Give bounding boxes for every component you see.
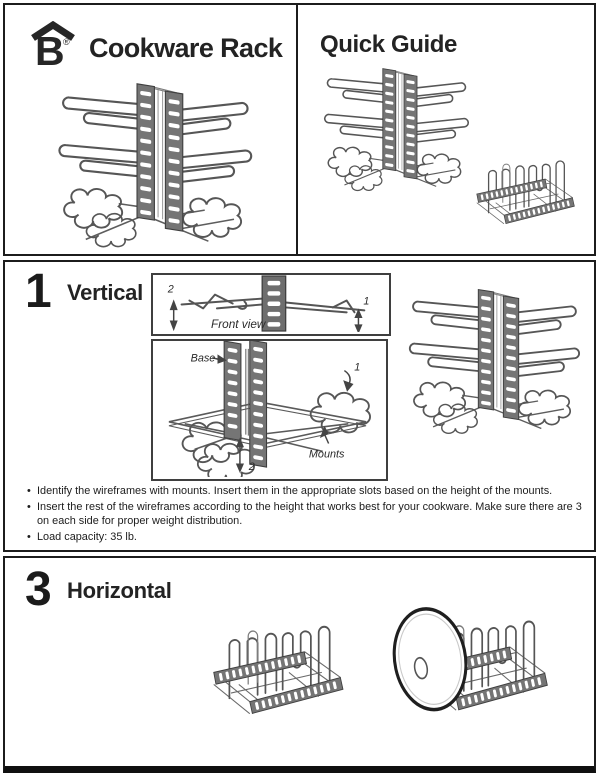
header-section	[3, 3, 596, 256]
step-title: Horizontal	[67, 578, 172, 603]
horizontal-rack-illustration	[173, 588, 361, 743]
brand-panel	[5, 5, 298, 254]
front-view-caption: Front view	[211, 318, 266, 332]
horizontal-section	[3, 556, 596, 773]
product-title: Cookware Rack	[89, 33, 283, 63]
base-drawing	[153, 341, 384, 477]
vertical-rack-illustration	[29, 71, 267, 254]
front-view-drawing	[153, 275, 387, 332]
vertical-rack-result-illustration	[383, 278, 593, 440]
instruction-list	[27, 484, 585, 545]
front-view-figure	[151, 273, 391, 336]
front-view-right-callout: 1	[363, 295, 370, 308]
mounts-label: Mounts	[308, 448, 345, 461]
base-callout-1: 1	[354, 361, 361, 374]
step-number: 3	[25, 563, 51, 616]
step-number: 1	[25, 265, 51, 318]
registered-trademark: ®	[63, 37, 70, 47]
step-title: Vertical	[67, 280, 143, 305]
base-callout-2: 2	[248, 461, 255, 474]
quick-guide-horizontal-rack-illustration	[446, 133, 588, 245]
horizontal-rack-with-lid-illustration	[381, 582, 565, 740]
instruction-item: • Insert the rest of the wireframes according to the height that works best for your cookware. Make sure there are 3 on each side for proper weight distribution.	[27, 500, 585, 529]
vertical-section	[3, 260, 596, 552]
quick-guide-panel	[298, 5, 594, 254]
logo-letter: B	[35, 28, 64, 74]
base-figure	[151, 339, 388, 481]
quick-guide-title: Quick Guide	[320, 31, 457, 58]
instruction-item: • Load capacity: 35 lb.	[27, 530, 585, 545]
instruction-item: • Identify the wireframes with mounts. Insert them in the appropriate slots based on the height of the mounts.	[27, 484, 585, 499]
base-label: Base	[190, 352, 216, 365]
front-view-left-callout: 2	[167, 283, 174, 296]
